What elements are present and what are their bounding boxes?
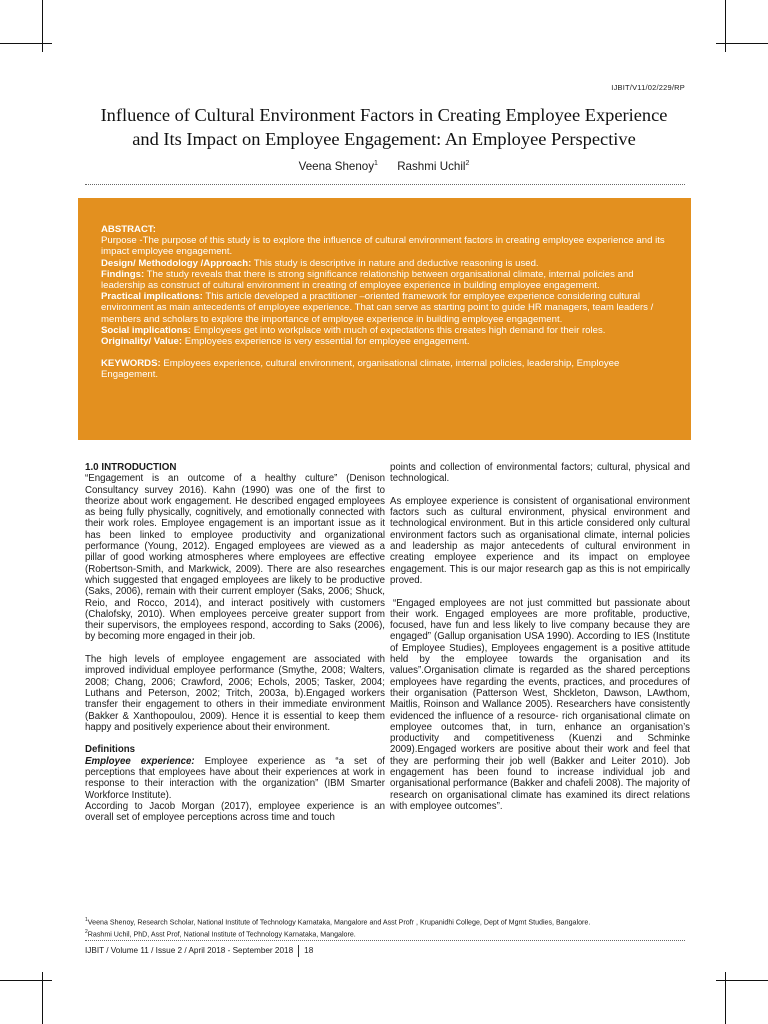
footnote-1: $^1$Veena Shenoy, Research Scholar, National Institute of Technology Karnataka, Mangalore and Asst Profr , Krupanidhi College, Dept of Mgmt Studies, Bangalore. <box>85 917 591 927</box>
author-1: Veena Shenoy$^1$ <box>298 160 378 173</box>
title-line-1: Influence of Cultural Environment Factors in Creating Employee Experience <box>100 105 668 125</box>
page-number: 18 <box>304 946 314 956</box>
body-column-right <box>390 462 690 824</box>
abstract-purpose: Purpose -The purpose of this study is to explore the influence of cultural environment factors in creating employee experience and its impact employee engagement. <box>101 235 665 258</box>
crop-mark-top-left-h <box>0 43 52 44</box>
abstract-practical: Practical implications: This article developed a practitioner –oriented framework for employee experience considering cultural environment as main antecedents of employee experience. That can serve as starting point to guide HR managers, team leaders / members and scholars to explore the importance of employee experience in building employee engagement. <box>101 291 654 325</box>
abstract-social: Social implications: Employees get into workplace with much of expectations this creates high demand for their roles. <box>101 324 606 336</box>
body-column-left <box>85 462 385 835</box>
paragraph: As employee experience is consistent of organisational environment factors such as cultural environment, physical environment and technological environment. But in this article considered only cultural environment factors such as organisational climate, internal policies and leadership as major antecedents of cultural environment in creating employee experience and its impact on employee engagement. This is our major research gap as this is not empirically proved. <box>390 495 690 586</box>
crop-mark-top-right-h <box>716 43 768 44</box>
journal-info: IJBIT / Volume 11 / Issue 2 / April 2018 - September 2018 <box>85 946 294 956</box>
section-heading-introduction: 1.0 INTRODUCTION <box>85 462 177 473</box>
paper-title <box>60 103 708 151</box>
paragraph-definition: Employee experience: Employee experience as “a set of perceptions that employees have about their experiences at work in response to their interaction with the organization” (IBM Smarter Workforce Institute). <box>85 755 385 801</box>
paragraph: points and collection of environmental factors; cultural, physical and technological. <box>390 462 690 485</box>
crop-mark-top-left-v <box>42 0 43 52</box>
article-reference-code: IJBIT/V11/02/229/RP <box>611 83 685 92</box>
author-list <box>0 160 768 173</box>
paragraph: According to Jacob Morgan (2017), employee experience is an overall set of employee perceptions across time and touch <box>85 800 385 824</box>
crop-mark-bottom-right-h <box>716 980 768 981</box>
divider-bottom <box>85 940 685 941</box>
abstract-findings: Findings: The study reveals that there is strong significance relationship between organisational climate, internal policies and leadership as construct of cultural environment in creating of employee experience in building employee engagement. <box>101 268 634 292</box>
crop-mark-bottom-left-h <box>0 980 52 981</box>
footnote-2: $^2$Rashmi Uchil, PhD, Asst Prof, National Institute of Technology Karnataka, Mangalore. <box>85 928 356 939</box>
abstract-keywords: KEYWORDS: Employees experience, cultural environment, organisational climate, internal policies, leadership, Employee Engagement. <box>101 358 620 381</box>
crop-mark-top-right-v <box>725 0 726 52</box>
paragraph: The high levels of employee engagement are associated with improved individual employee performance (Smythe, 2008; Walters, 2008; Chang, 2006; Crawford, 2006; Echols, 2005; Tasker, 2004; Luthans and Peterson, 2002; Tritch, 2003a, b).Engaged workers transfer their engagement to others in their immediate environment (Bakker & Xanthopoulou, 2009). Hence it is essential to keep them happy and positively experience about their environment. <box>85 654 385 733</box>
footer-separator <box>298 945 299 957</box>
section-heading-definitions: Definitions <box>85 744 136 756</box>
abstract-design: Design/ Methodology /Approach: This study is descriptive in nature and deductive reasoning is used. <box>101 257 539 269</box>
paragraph: “Engaged employees are not just committed but passionate about their work. Engaged employees are more profitable, productive, focused, have fun and less likely to live company because they are engaged” (Gallup organisation USA 1990). According to IES (Institute of Employee Studies), Employees engagement is a positive attitude held by the employee towards the organisation and its values”.Organisation climate is regarded as the shared perceptions employees have regarding the events, practices, and procedures of their organisation (Patterson West, Shckleton, Dawson, LAwthom, Maitlis, Roinson and Wallance 2005). Researchers have consistently evidenced the influence of a resource- rich organisational climate on employee outcomes that, in turn, enhance an organisation’s productivity and competitiveness (Kuenzi and Schminke 2009).Engaged workers are positive about their work and feel that they are performing their job well (Bakker and Leiter 2010). Job engagement has been found to increase individual job and organisational performance (Bakker and chafeli 2008). The majority of research on organisational climate has examined its direct relations with employee outcomes”. <box>390 597 690 812</box>
page-footer <box>85 945 313 957</box>
abstract-box <box>78 198 691 440</box>
title-line-2: and Its Impact on Employee Engagement: An Employee Perspective <box>132 129 636 149</box>
abstract-heading: ABSTRACT: <box>101 224 156 235</box>
paragraph: “Engagement is an outcome of a healthy culture” (Denison Consultancy survey 2016). Kahn (1990) was one of the first to theorize about work engagement. He described engaged employees as being fully physically, cognitively, and emotionally connected with their work roles. Employee engagement is an important issue as it has been linked to employee productivity and organizational performance (Young, 2012). Engaged employees are viewed as a pillar of good working atmospheres where employees are effective (Robertson-Smith, and Markwick, 2009). There are also researches which suggested that engaged employees are likely to be productive (Saks, 2006), remain with their current employer (Saks, 2006; Shuck, Reio, and Rocco, 2014), and interact positively with customers (Chalofsky, 2010). When employees perceive greater support from their supervisors, the employees respond, according to Saks (2006), by becoming more engaged in their job. <box>85 473 385 643</box>
author-2: Rashmi Uchil$^2$ <box>397 160 470 173</box>
abstract-originality: Originality/ Value: Employees experience is very essential for employee engagement. <box>101 336 470 348</box>
divider-top <box>85 184 685 185</box>
footnotes <box>85 916 695 940</box>
